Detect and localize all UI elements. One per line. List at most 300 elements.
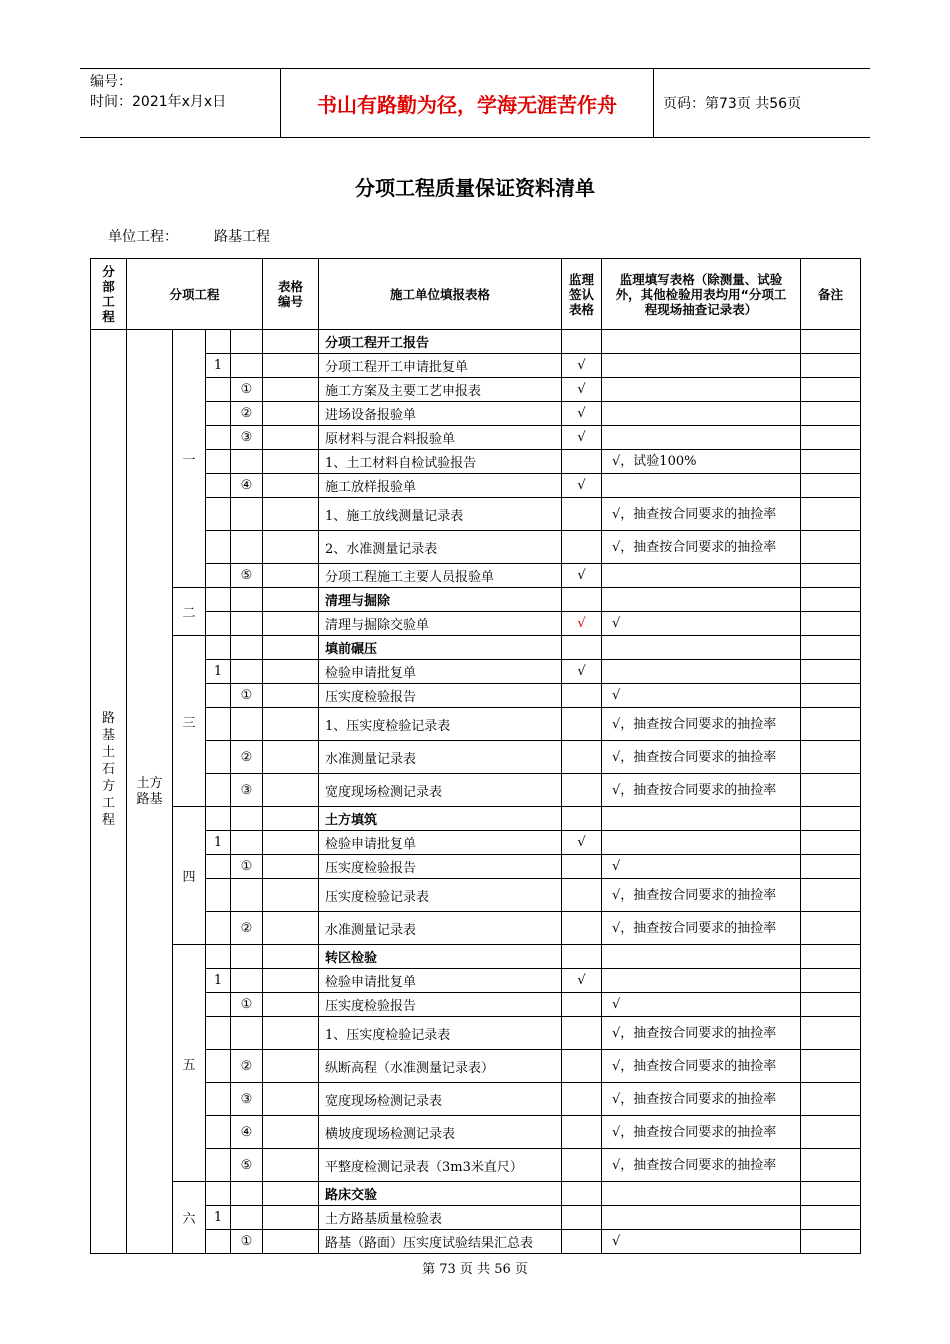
item-number-cell: [206, 807, 231, 831]
supervisor-fill-cell: √，抽查按合同要求的抽捡率: [602, 1017, 801, 1050]
subitem-number-cell: [231, 1182, 263, 1206]
supervisor-fill-cell: √: [602, 855, 801, 879]
form-name-cell: 1、土工材料自检试验报告: [319, 450, 562, 474]
supervisor-fill-cell: √，抽查按合同要求的抽捡率: [602, 774, 801, 807]
remark-cell: [801, 807, 861, 831]
item-number-cell: [206, 912, 231, 945]
form-name-cell: 土方路基质量检验表: [319, 1206, 562, 1230]
supervisor-fill-cell: √: [602, 993, 801, 1017]
subitem-number-cell: [231, 450, 263, 474]
form-name-cell: 检验申请批复单: [319, 831, 562, 855]
supervisor-fill-cell: [602, 330, 801, 354]
remark-cell: [801, 945, 861, 969]
supervisor-sign-cell: [562, 498, 602, 531]
supervisor-fill-cell: [602, 426, 801, 450]
form-number-cell: [263, 660, 319, 684]
item-number-cell: [206, 1083, 231, 1116]
header-motto: 书山有路勤为径，学海无涯苦作舟: [281, 69, 654, 137]
item-number-cell: [206, 531, 231, 564]
table-row: [91, 354, 861, 378]
remark-cell: [801, 1230, 861, 1254]
table-row: [91, 855, 861, 879]
form-number-cell: [263, 474, 319, 498]
form-number-cell: [263, 1182, 319, 1206]
remark-cell: [801, 912, 861, 945]
group-number-cell: 三: [173, 636, 206, 807]
supervisor-fill-cell: [602, 1206, 801, 1230]
form-number-cell: [263, 426, 319, 450]
table-row: [91, 330, 861, 354]
time-label: 时间：2021年x月x日: [90, 94, 227, 110]
table-row: [91, 564, 861, 588]
page-footer: 第 73 页 共 56 页: [422, 1262, 528, 1277]
form-number-cell: [263, 684, 319, 708]
form-name-cell: 检验申请批复单: [319, 660, 562, 684]
form-number-cell: [263, 1083, 319, 1116]
remark-cell: [801, 741, 861, 774]
supervisor-sign-cell: [562, 636, 602, 660]
col-header-supervisor-fill: 监理填写表格（除测量、试验外，其他检验用表均用“分项工程现场抽查记录表）: [602, 259, 801, 330]
form-number-cell: [263, 498, 319, 531]
supervisor-sign-cell: [562, 1206, 602, 1230]
table-row: [91, 1050, 861, 1083]
remark-cell: [801, 474, 861, 498]
supervisor-sign-cell: [562, 1050, 602, 1083]
item-number-cell: [206, 993, 231, 1017]
supervisor-sign-cell: [562, 774, 602, 807]
remark-cell: [801, 636, 861, 660]
table-row: [91, 912, 861, 945]
form-number-cell: [263, 588, 319, 612]
form-number-cell: [263, 708, 319, 741]
supervisor-fill-cell: √，抽查按合同要求的抽捡率: [602, 498, 801, 531]
division-name-cell: 路基土石方工程: [91, 330, 127, 1254]
item-number-cell: [206, 426, 231, 450]
remark-cell: [801, 684, 861, 708]
col-header-remark: 备注: [801, 259, 861, 330]
subitem-number-cell: [231, 498, 263, 531]
form-number-cell: [263, 1149, 319, 1182]
table-row: [91, 531, 861, 564]
subitem-number-cell: ⑤: [231, 1149, 263, 1182]
subitem-number-cell: [231, 636, 263, 660]
subitem-number-cell: ②: [231, 1050, 263, 1083]
remark-cell: [801, 1182, 861, 1206]
item-number-cell: [206, 1017, 231, 1050]
supervisor-fill-cell: √，抽查按合同要求的抽捡率: [602, 1083, 801, 1116]
table-row: [91, 1116, 861, 1149]
supervisor-fill-cell: √，抽查按合同要求的抽捡率: [602, 1116, 801, 1149]
group-number-cell: 一: [173, 330, 206, 588]
remark-cell: [801, 1017, 861, 1050]
supervisor-fill-cell: √，抽查按合同要求的抽捡率: [602, 1149, 801, 1182]
remark-cell: [801, 564, 861, 588]
supervisor-fill-cell: √，抽查按合同要求的抽捡率: [602, 912, 801, 945]
form-number-cell: [263, 912, 319, 945]
table-row: [91, 741, 861, 774]
form-name-cell: 1、施工放线测量记录表: [319, 498, 562, 531]
item-number-cell: [206, 564, 231, 588]
form-number-cell: [263, 993, 319, 1017]
subitem-number-cell: [231, 831, 263, 855]
supervisor-fill-cell: √: [602, 684, 801, 708]
subitem-number-cell: ①: [231, 378, 263, 402]
supervisor-fill-cell: [602, 660, 801, 684]
section-heading-cell: 路床交验: [319, 1182, 562, 1206]
remark-cell: [801, 1050, 861, 1083]
subitem-number-cell: [231, 969, 263, 993]
table-row: [91, 1206, 861, 1230]
form-number-cell: [263, 1206, 319, 1230]
supervisor-sign-cell: √: [562, 426, 602, 450]
table-row: [91, 1083, 861, 1116]
remark-cell: [801, 879, 861, 912]
form-name-cell: 2、水准测量记录表: [319, 531, 562, 564]
subitem-number-cell: [231, 588, 263, 612]
form-number-cell: [263, 330, 319, 354]
subitem-number-cell: [231, 1017, 263, 1050]
supervisor-sign-cell: [562, 531, 602, 564]
item-number-cell: [206, 774, 231, 807]
table-row: [91, 1182, 861, 1206]
remark-cell: [801, 1149, 861, 1182]
supervisor-sign-cell: √: [562, 378, 602, 402]
form-name-cell: 1、压实度检验记录表: [319, 708, 562, 741]
table-row: [91, 969, 861, 993]
table-row: [91, 450, 861, 474]
table-row: [91, 774, 861, 807]
remark-cell: [801, 426, 861, 450]
supervisor-sign-cell: [562, 1083, 602, 1116]
item-number-cell: [206, 636, 231, 660]
remark-cell: [801, 993, 861, 1017]
item-number-cell: [206, 402, 231, 426]
table-row: [91, 1230, 861, 1254]
subitem-number-cell: [231, 531, 263, 564]
subitem-number-cell: ④: [231, 474, 263, 498]
item-number-cell: [206, 855, 231, 879]
form-name-cell: 压实度检验报告: [319, 993, 562, 1017]
form-name-cell: 分项工程开工申请批复单: [319, 354, 562, 378]
table-row: [91, 708, 861, 741]
quality-docs-table: [90, 258, 861, 1254]
subitem-number-cell: [231, 807, 263, 831]
remark-cell: [801, 774, 861, 807]
supervisor-sign-cell: [562, 1149, 602, 1182]
supervisor-sign-cell: [562, 1182, 602, 1206]
item-number-cell: [206, 879, 231, 912]
form-name-cell: 横坡度现场检测记录表: [319, 1116, 562, 1149]
subitem-number-cell: ②: [231, 402, 263, 426]
group-number-cell: 四: [173, 807, 206, 945]
supervisor-sign-cell: [562, 588, 602, 612]
supervisor-fill-cell: [602, 945, 801, 969]
unit-label: 单位工程：: [108, 229, 178, 245]
code-label: 编号：: [90, 74, 132, 90]
item-number-cell: [206, 1050, 231, 1083]
form-number-cell: [263, 774, 319, 807]
subitem-number-cell: [231, 1206, 263, 1230]
subitem-number-cell: ④: [231, 1116, 263, 1149]
unit-line: [108, 226, 270, 246]
subitem-number-cell: [231, 879, 263, 912]
item-number-cell: [206, 498, 231, 531]
form-number-cell: [263, 1230, 319, 1254]
group-number-cell: 二: [173, 588, 206, 636]
form-name-cell: 压实度检验报告: [319, 684, 562, 708]
remark-cell: [801, 378, 861, 402]
form-number-cell: [263, 1116, 319, 1149]
form-name-cell: 原材料与混合料报验单: [319, 426, 562, 450]
table-row: [91, 807, 861, 831]
header-meta: [80, 69, 281, 137]
table-header-row: [91, 259, 861, 330]
table-row: [91, 993, 861, 1017]
supervisor-fill-cell: [602, 588, 801, 612]
unit-value: 路基工程: [214, 229, 270, 245]
remark-cell: [801, 831, 861, 855]
supervisor-sign-cell: √: [562, 612, 602, 636]
table-row: [91, 402, 861, 426]
form-name-cell: 分项工程施工主要人员报验单: [319, 564, 562, 588]
remark-cell: [801, 708, 861, 741]
form-number-cell: [263, 1017, 319, 1050]
form-name-cell: 水准测量记录表: [319, 741, 562, 774]
table-row: [91, 660, 861, 684]
subitem-number-cell: ③: [231, 1083, 263, 1116]
group-number-cell: 六: [173, 1182, 206, 1254]
table-row: [91, 588, 861, 612]
supervisor-sign-cell: √: [562, 969, 602, 993]
subitem-number-cell: [231, 708, 263, 741]
form-name-cell: 检验申请批复单: [319, 969, 562, 993]
table-row: [91, 945, 861, 969]
item-number-cell: 1: [206, 831, 231, 855]
supervisor-sign-cell: √: [562, 564, 602, 588]
remark-cell: [801, 531, 861, 564]
item-number-cell: [206, 330, 231, 354]
remark-cell: [801, 354, 861, 378]
supervisor-sign-cell: [562, 879, 602, 912]
remark-cell: [801, 498, 861, 531]
supervisor-sign-cell: √: [562, 354, 602, 378]
remark-cell: [801, 450, 861, 474]
header-page-label: 页码：第73页 共56页: [663, 96, 802, 112]
remark-cell: [801, 855, 861, 879]
supervisor-sign-cell: [562, 855, 602, 879]
item-number-cell: [206, 588, 231, 612]
subitem-number-cell: ②: [231, 741, 263, 774]
subitem-number-cell: ⑤: [231, 564, 263, 588]
form-number-cell: [263, 378, 319, 402]
form-number-cell: [263, 450, 319, 474]
remark-cell: [801, 588, 861, 612]
form-number-cell: [263, 945, 319, 969]
supervisor-fill-cell: [602, 831, 801, 855]
remark-cell: [801, 330, 861, 354]
form-number-cell: [263, 354, 319, 378]
form-name-cell: 宽度现场检测记录表: [319, 774, 562, 807]
table-row: [91, 426, 861, 450]
remark-cell: [801, 1116, 861, 1149]
col-header-division: 分部工程: [91, 259, 127, 330]
item-number-cell: 1: [206, 660, 231, 684]
supervisor-sign-cell: √: [562, 474, 602, 498]
document-title: 分项工程质量保证资料清单: [355, 176, 595, 200]
item-number-cell: [206, 1116, 231, 1149]
table-row: [91, 831, 861, 855]
col-header-contractor-form: 施工单位填报表格: [319, 259, 562, 330]
supervisor-sign-cell: [562, 450, 602, 474]
item-number-cell: [206, 945, 231, 969]
supervisor-sign-cell: [562, 1116, 602, 1149]
form-number-cell: [263, 969, 319, 993]
subitem-number-cell: ①: [231, 993, 263, 1017]
item-number-cell: [206, 378, 231, 402]
col-header-supervisor-sign: 监理签认表格: [562, 259, 602, 330]
form-number-cell: [263, 402, 319, 426]
supervisor-fill-cell: [602, 807, 801, 831]
supervisor-fill-cell: √，试验100%: [602, 450, 801, 474]
subitem-number-cell: ③: [231, 426, 263, 450]
supervisor-sign-cell: √: [562, 402, 602, 426]
subitem-number-cell: [231, 354, 263, 378]
subitem-number-cell: [231, 612, 263, 636]
item-number-cell: [206, 684, 231, 708]
form-name-cell: 进场设备报验单: [319, 402, 562, 426]
supervisor-sign-cell: [562, 741, 602, 774]
subitem-number-cell: ①: [231, 855, 263, 879]
form-name-cell: 平整度检测记录表（3m3米直尺）: [319, 1149, 562, 1182]
remark-cell: [801, 402, 861, 426]
form-name-cell: 宽度现场检测记录表: [319, 1083, 562, 1116]
supervisor-fill-cell: [602, 354, 801, 378]
form-number-cell: [263, 531, 319, 564]
form-name-cell: 压实度检验报告: [319, 855, 562, 879]
form-name-cell: 1、压实度检验记录表: [319, 1017, 562, 1050]
form-number-cell: [263, 612, 319, 636]
table-row: [91, 474, 861, 498]
item-number-cell: [206, 741, 231, 774]
subitem-number-cell: ③: [231, 774, 263, 807]
item-number-cell: 1: [206, 354, 231, 378]
form-number-cell: [263, 807, 319, 831]
table-row: [91, 1149, 861, 1182]
form-number-cell: [263, 831, 319, 855]
form-number-cell: [263, 1050, 319, 1083]
supervisor-sign-cell: [562, 1230, 602, 1254]
supervisor-fill-cell: √: [602, 612, 801, 636]
supervisor-sign-cell: [562, 330, 602, 354]
supervisor-fill-cell: [602, 564, 801, 588]
form-name-cell: 纵断高程（水准测量记录表）: [319, 1050, 562, 1083]
supervisor-fill-cell: √: [602, 1230, 801, 1254]
supervisor-fill-cell: [602, 474, 801, 498]
item-number-cell: 1: [206, 969, 231, 993]
subitem-number-cell: ①: [231, 684, 263, 708]
supervisor-fill-cell: [602, 636, 801, 660]
table-row: [91, 636, 861, 660]
supervisor-sign-cell: [562, 912, 602, 945]
form-name-cell: 施工放样报验单: [319, 474, 562, 498]
remark-cell: [801, 969, 861, 993]
remark-cell: [801, 1083, 861, 1116]
form-number-cell: [263, 564, 319, 588]
section-heading-cell: 土方填筑: [319, 807, 562, 831]
supervisor-fill-cell: √，抽查按合同要求的抽捡率: [602, 741, 801, 774]
supervisor-fill-cell: [602, 402, 801, 426]
supervisor-sign-cell: [562, 807, 602, 831]
table-row: [91, 378, 861, 402]
item-number-cell: [206, 1182, 231, 1206]
section-heading-cell: 分项工程开工报告: [319, 330, 562, 354]
supervisor-sign-cell: [562, 945, 602, 969]
table-row: [91, 1017, 861, 1050]
subitem-number-cell: [231, 330, 263, 354]
table-row: [91, 879, 861, 912]
supervisor-sign-cell: [562, 708, 602, 741]
supervisor-fill-cell: √，抽查按合同要求的抽捡率: [602, 1050, 801, 1083]
item-number-cell: [206, 708, 231, 741]
section-heading-cell: 转区检验: [319, 945, 562, 969]
form-name-cell: 施工方案及主要工艺申报表: [319, 378, 562, 402]
item-number-cell: [206, 450, 231, 474]
supervisor-sign-cell: [562, 1017, 602, 1050]
form-number-cell: [263, 741, 319, 774]
form-name-cell: 水准测量记录表: [319, 912, 562, 945]
form-number-cell: [263, 636, 319, 660]
item-number-cell: 1: [206, 1206, 231, 1230]
subitem-number-cell: ②: [231, 912, 263, 945]
col-header-subitem: 分项工程: [127, 259, 263, 330]
supervisor-fill-cell: [602, 378, 801, 402]
table-row: [91, 684, 861, 708]
remark-cell: [801, 660, 861, 684]
remark-cell: [801, 1206, 861, 1230]
supervisor-fill-cell: [602, 1182, 801, 1206]
supervisor-sign-cell: [562, 684, 602, 708]
subitem-number-cell: ①: [231, 1230, 263, 1254]
section-heading-cell: 填前碾压: [319, 636, 562, 660]
page-header: [80, 68, 870, 138]
item-number-cell: [206, 1230, 231, 1254]
supervisor-fill-cell: √，抽查按合同要求的抽捡率: [602, 531, 801, 564]
item-number-cell: [206, 612, 231, 636]
item-number-cell: [206, 474, 231, 498]
form-name-cell: 清理与掘除交验单: [319, 612, 562, 636]
supervisor-fill-cell: √，抽查按合同要求的抽捡率: [602, 879, 801, 912]
subitem-number-cell: [231, 945, 263, 969]
form-name-cell: 路基（路面）压实度试验结果汇总表: [319, 1230, 562, 1254]
supervisor-fill-cell: [602, 969, 801, 993]
item-number-cell: [206, 1149, 231, 1182]
section-heading-cell: 清理与掘除: [319, 588, 562, 612]
subitem-name-cell: 土方路基: [127, 330, 173, 1254]
col-header-form-no: 表格编号: [263, 259, 319, 330]
remark-cell: [801, 612, 861, 636]
supervisor-sign-cell: √: [562, 660, 602, 684]
supervisor-fill-cell: √，抽查按合同要求的抽捡率: [602, 708, 801, 741]
supervisor-sign-cell: [562, 993, 602, 1017]
subitem-number-cell: [231, 660, 263, 684]
form-name-cell: 压实度检验记录表: [319, 879, 562, 912]
table-row: [91, 612, 861, 636]
form-number-cell: [263, 879, 319, 912]
table-row: [91, 498, 861, 531]
group-number-cell: 五: [173, 945, 206, 1182]
form-number-cell: [263, 855, 319, 879]
supervisor-sign-cell: √: [562, 831, 602, 855]
